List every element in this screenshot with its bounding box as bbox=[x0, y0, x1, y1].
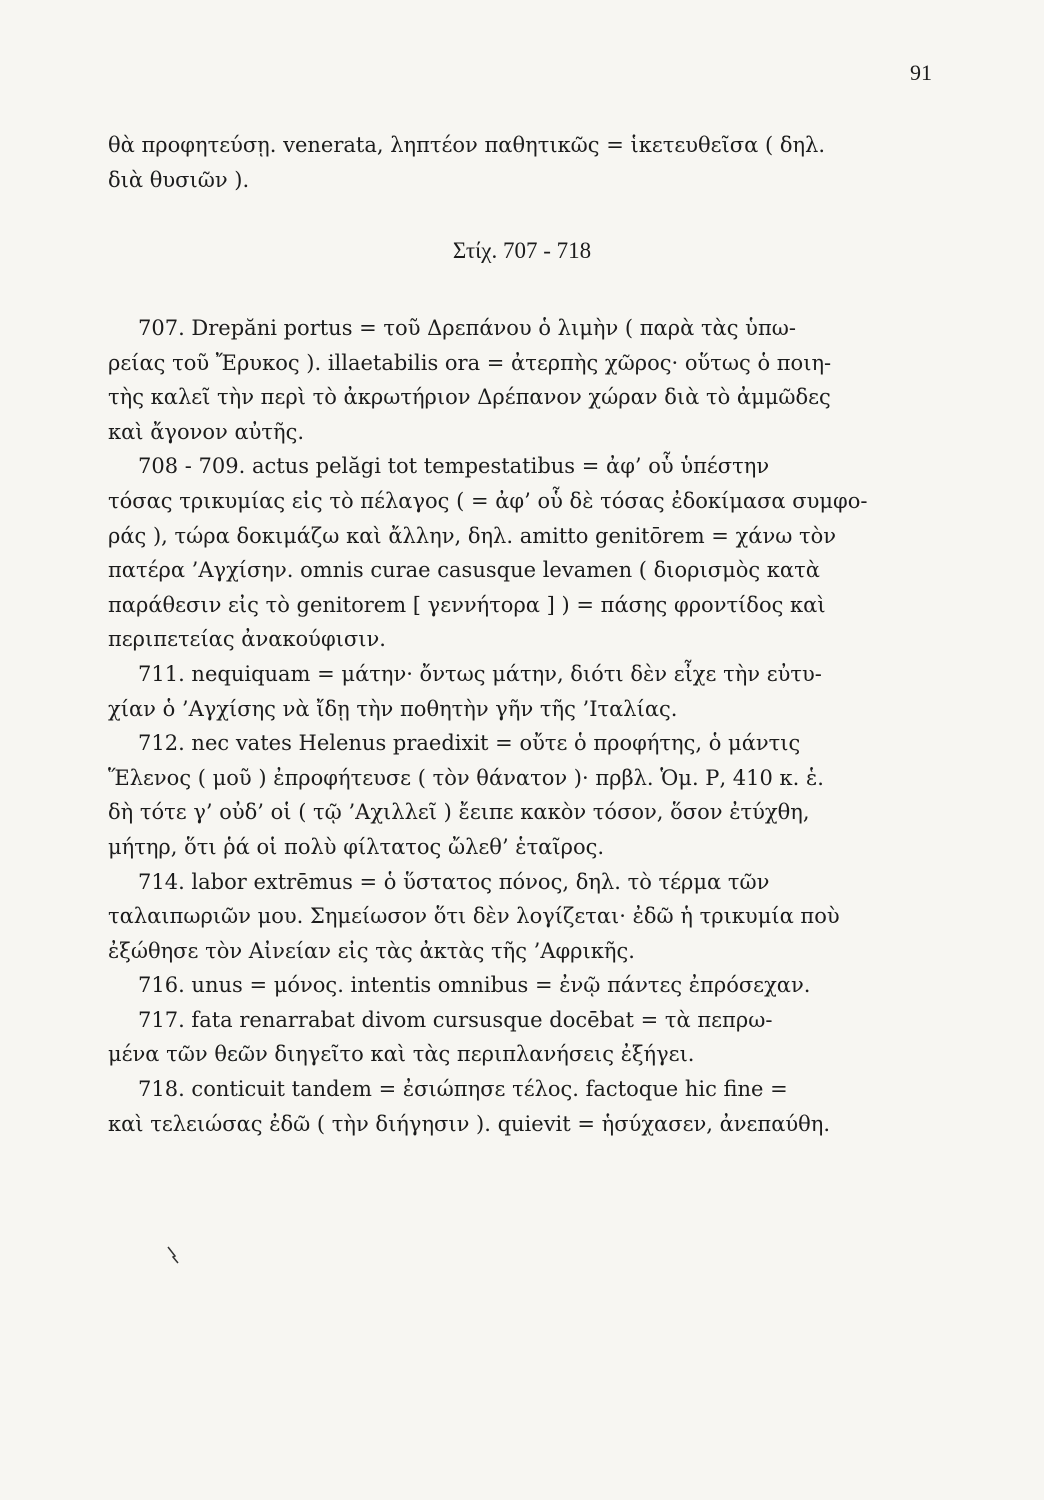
commentary-line: παράθεσιν εἰς τὸ genitorem [ γεννήτορα ] ) = πάσης φροντίδος καὶ bbox=[108, 592, 826, 617]
commentary-line: ρείας τοῦ Ἔρυκος ). illaetabilis ora = ἀτερπὴς χῶρος· οὕτως ὁ ποιη- bbox=[108, 350, 832, 375]
commentary-line: καὶ ἄγονον αὐτῆς. bbox=[108, 419, 305, 444]
stray-mark bbox=[166, 1245, 180, 1265]
commentary-body bbox=[108, 311, 928, 1141]
commentary-line: περιπετείας ἀνακούφισιν. bbox=[108, 627, 386, 652]
commentary-line: 716. unus = μόνος. intentis omnibus = ἐνῷ πάντες ἐπρόσεχαν. bbox=[138, 973, 811, 998]
intro-line: διὰ θυσιῶν ). bbox=[108, 167, 250, 192]
intro-paragraph bbox=[108, 128, 928, 197]
commentary-line: 714. labor extrēmus = ὁ ὕστατος πόνος, δηλ. τὸ τέρμα τῶν bbox=[138, 869, 770, 894]
commentary-line: πατέρα ’Αγχίσην. omnis curae casusque levamen ( διορισμὸς κατὰ bbox=[108, 558, 820, 583]
commentary-line: ράς ), τώρα δοκιμάζω καὶ ἄλλην, δηλ. amitto genitōrem = χάνω τὸν bbox=[108, 523, 837, 548]
commentary-line: ἐξώθησε τὸν Αἰνείαν εἰς τὰς ἀκτὰς τῆς ’Αφρικῆς. bbox=[108, 938, 635, 963]
commentary-line: τόσας τρικυμίας εἰς τὸ πέλαγος ( = ἀφ’ οὗ δὲ τόσας ἐδοκίμασα συμφο- bbox=[108, 488, 868, 513]
commentary-line: χίαν ὁ ’Αγχίσης νὰ ἴδῃ τὴν ποθητὴν γῆν τῆς ’Ιταλίας. bbox=[108, 696, 678, 721]
section-heading: Στίχ. 707 - 718 bbox=[452, 238, 592, 263]
commentary-line: μήτηρ, ὅτι ῥά οἱ πολὺ φίλτατος ὤλεθ’ ἑταῖρος. bbox=[108, 834, 605, 859]
intro-line: θὰ προφητεύσῃ. venerata, ληπτέον παθητικῶς = ἱκετευθεῖσα ( δηλ. bbox=[108, 133, 826, 157]
page-number: 91 bbox=[910, 60, 932, 85]
commentary-line: 718. conticuit tandem = ἐσιώπησε τέλος. factoque hic fine = bbox=[138, 1077, 788, 1102]
commentary-line: 717. fata renarrabat divom cursusque docēbat = τὰ πεπρω- bbox=[138, 1007, 773, 1032]
commentary-line: δὴ τότε γ’ οὐδ’ οἱ ( τῷ ’Αχιλλεῖ ) ἔειπε κακὸν τόσον, ὅσον ἐτύχθη, bbox=[108, 800, 810, 825]
commentary-line: Ἕλενος ( μοῦ ) ἐπροφήτευσε ( τὸν θάνατον )· πρβλ. Ὁμ. Ρ, 410 κ. ἑ. bbox=[108, 765, 824, 790]
commentary-line: τὴς καλεῖ τὴν περὶ τὸ ἀκρωτήριον Δρέπανον χώραν διὰ τὸ ἀμμῶδες bbox=[108, 385, 831, 410]
commentary-line: μένα τῶν θεῶν διηγεῖτο καὶ τὰς περιπλανήσεις ἐξήγει. bbox=[108, 1042, 695, 1067]
commentary-line: 707. Drepăni portus = τοῦ Δρεπάνου ὁ λιμὴν ( παρὰ τὰς ὑπω- bbox=[138, 316, 796, 340]
commentary-line: 711. nequiquam = μάτην· ὄντως μάτην, διότι δὲν εἶχε τὴν εὐτυ- bbox=[138, 661, 822, 686]
commentary-line: 708 - 709. actus pelăgi tot tempestatibus = ἀφ’ οὗ ὑπέστην bbox=[138, 454, 770, 479]
commentary-line: ταλαιπωριῶν μου. Σημείωσον ὅτι δὲν λογίζεται· ἐδῶ ἡ τρικυμία ποὺ bbox=[108, 904, 840, 929]
commentary-line: καὶ τελειώσας ἐδῶ ( τὴν διήγησιν ). quievit = ἡσύχασεν, ἀνεπαύθη. bbox=[108, 1111, 831, 1136]
commentary-line: 712. nec vates Helenus praedixit = οὔτε ὁ προφήτης, ὁ μάντις bbox=[138, 731, 801, 756]
